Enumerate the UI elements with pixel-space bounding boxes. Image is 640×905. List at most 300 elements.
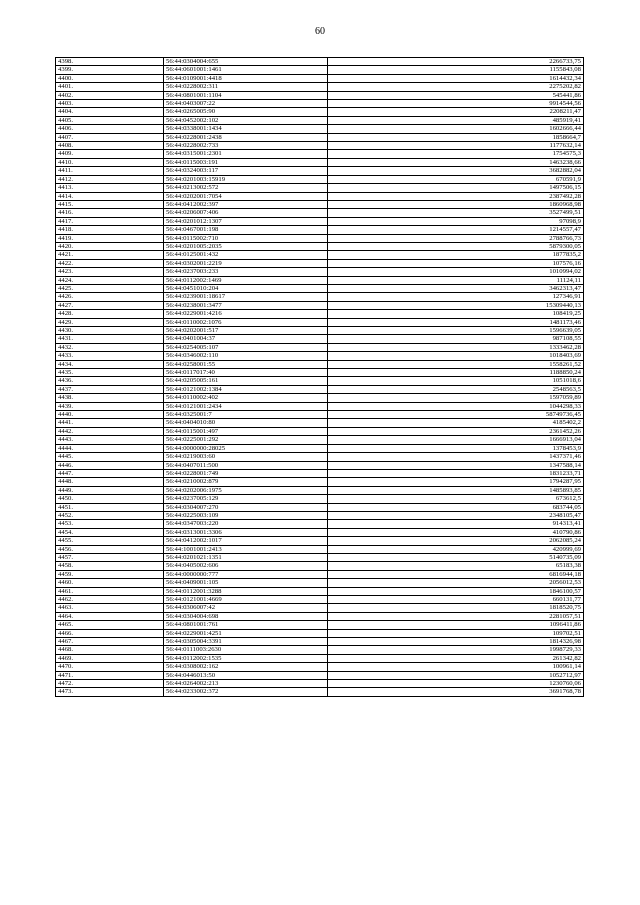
row-number-cell: 4413. xyxy=(56,184,164,192)
cadastral-number-cell: 56:44:0110002:1076 xyxy=(164,318,328,326)
table-row xyxy=(56,360,584,368)
cadastral-number-cell: 56:44:0405002:606 xyxy=(164,562,328,570)
row-number-cell: 4418. xyxy=(56,226,164,234)
table-row xyxy=(56,654,584,662)
table-row xyxy=(56,587,584,595)
row-number-cell: 4447. xyxy=(56,469,164,477)
cadastral-value-cell: 670591,9 xyxy=(328,175,584,183)
row-number-cell: 4399. xyxy=(56,66,164,74)
table-row xyxy=(56,377,584,385)
cadastral-number-cell: 56:44:0305004:3391 xyxy=(164,638,328,646)
row-number-cell: 4441. xyxy=(56,419,164,427)
cadastral-number-cell: 56:44:0308002:162 xyxy=(164,663,328,671)
cadastral-value-cell: 1044298,33 xyxy=(328,402,584,410)
cadastral-number-cell: 56:44:0225003:109 xyxy=(164,511,328,519)
cadastral-value-cell: 1177632,14 xyxy=(328,142,584,150)
cadastral-value-cell: 673612,5 xyxy=(328,495,584,503)
row-number-cell: 4438. xyxy=(56,394,164,402)
cadastral-number-cell: 56:44:0228002:311 xyxy=(164,83,328,91)
cadastral-value-cell: 15309440,13 xyxy=(328,301,584,309)
cadastral-number-cell: 56:44:0121001:2434 xyxy=(164,402,328,410)
row-number-cell: 4465. xyxy=(56,621,164,629)
cadastral-number-cell: 56:44:0265005:90 xyxy=(164,108,328,116)
row-number-cell: 4439. xyxy=(56,402,164,410)
row-number-cell: 4432. xyxy=(56,343,164,351)
table-row xyxy=(56,537,584,545)
cadastral-value-cell: 9914544,56 xyxy=(328,100,584,108)
cadastral-value-cell: 1998729,33 xyxy=(328,646,584,654)
row-number-cell: 4406. xyxy=(56,125,164,133)
cadastral-number-cell: 56:44:0112002:1469 xyxy=(164,276,328,284)
row-number-cell: 4459. xyxy=(56,570,164,578)
row-number-cell: 4440. xyxy=(56,411,164,419)
row-number-cell: 4423. xyxy=(56,268,164,276)
cadastral-number-cell: 56:44:0313001:3306 xyxy=(164,528,328,536)
cadastral-number-cell: 56:44:0112002:1535 xyxy=(164,654,328,662)
cadastral-number-cell: 56:44:0210002:879 xyxy=(164,478,328,486)
table-row xyxy=(56,125,584,133)
cadastral-value-cell: 1485893,85 xyxy=(328,486,584,494)
cadastral-number-cell: 56:44:0325001:7 xyxy=(164,411,328,419)
cadastral-number-cell: 56:44:0347003:220 xyxy=(164,520,328,528)
cadastral-number-cell: 56:44:0229001:4251 xyxy=(164,629,328,637)
cadastral-number-cell: 56:44:0112001:3288 xyxy=(164,587,328,595)
cadastral-number-cell: 56:44:0000000:777 xyxy=(164,570,328,578)
row-number-cell: 4417. xyxy=(56,217,164,225)
cadastral-number-cell: 56:44:0225001:292 xyxy=(164,436,328,444)
cadastral-number-cell: 56:44:0302001:2219 xyxy=(164,259,328,267)
cadastral-value-cell: 2281057,51 xyxy=(328,612,584,620)
row-number-cell: 4457. xyxy=(56,553,164,561)
row-number-cell: 4449. xyxy=(56,486,164,494)
row-number-cell: 4398. xyxy=(56,58,164,66)
cadastral-value-cell: 2348105,47 xyxy=(328,511,584,519)
cadastral-value-cell: 2062085,24 xyxy=(328,537,584,545)
row-number-cell: 4420. xyxy=(56,242,164,250)
table-row xyxy=(56,553,584,561)
cadastral-value-cell: 1333462,28 xyxy=(328,343,584,351)
cadastral-value-cell: 3527499,51 xyxy=(328,209,584,217)
table-row xyxy=(56,419,584,427)
row-number-cell: 4431. xyxy=(56,335,164,343)
table-row xyxy=(56,74,584,82)
table-row xyxy=(56,142,584,150)
registry-table xyxy=(55,57,584,697)
cadastral-value-cell: 1858664,7 xyxy=(328,133,584,141)
cadastral-number-cell: 56:44:0237003:233 xyxy=(164,268,328,276)
cadastral-value-cell: 5879300,05 xyxy=(328,242,584,250)
table-row xyxy=(56,268,584,276)
table-row xyxy=(56,327,584,335)
table-row xyxy=(56,209,584,217)
cadastral-value-cell: 914313,41 xyxy=(328,520,584,528)
row-number-cell: 4445. xyxy=(56,453,164,461)
row-number-cell: 4436. xyxy=(56,377,164,385)
cadastral-number-cell: 56:44:0446013:50 xyxy=(164,671,328,679)
row-number-cell: 4421. xyxy=(56,251,164,259)
row-number-cell: 4434. xyxy=(56,360,164,368)
cadastral-number-cell: 56:44:0254005:107 xyxy=(164,343,328,351)
cadastral-number-cell: 56:44:0258001:55 xyxy=(164,360,328,368)
cadastral-value-cell: 1794287,95 xyxy=(328,478,584,486)
cadastral-number-cell: 56:44:0238001:3477 xyxy=(164,301,328,309)
cadastral-number-cell: 56:44:0324003:117 xyxy=(164,167,328,175)
cadastral-value-cell: 108419,25 xyxy=(328,310,584,318)
table-row xyxy=(56,503,584,511)
cadastral-number-cell: 56:44:0304004:698 xyxy=(164,612,328,620)
cadastral-value-cell: 1463238,66 xyxy=(328,158,584,166)
cadastral-number-cell: 56:44:0407011:500 xyxy=(164,461,328,469)
cadastral-value-cell: 660131,77 xyxy=(328,596,584,604)
row-number-cell: 4462. xyxy=(56,596,164,604)
cadastral-value-cell: 2208211,47 xyxy=(328,108,584,116)
cadastral-value-cell: 127346,91 xyxy=(328,293,584,301)
table-row xyxy=(56,251,584,259)
row-number-cell: 4461. xyxy=(56,587,164,595)
row-number-cell: 4454. xyxy=(56,528,164,536)
table-row xyxy=(56,158,584,166)
cadastral-value-cell: 683744,05 xyxy=(328,503,584,511)
table-row xyxy=(56,91,584,99)
table-row xyxy=(56,369,584,377)
table-row xyxy=(56,284,584,292)
cadastral-number-cell: 56:44:0237005:129 xyxy=(164,495,328,503)
table-row xyxy=(56,192,584,200)
cadastral-value-cell: 1666913,04 xyxy=(328,436,584,444)
cadastral-number-cell: 56:44:0228001:2438 xyxy=(164,133,328,141)
cadastral-value-cell: 2361452,26 xyxy=(328,427,584,435)
cadastral-number-cell: 56:44:0452002:102 xyxy=(164,116,328,124)
row-number-cell: 4415. xyxy=(56,200,164,208)
table-row xyxy=(56,83,584,91)
row-number-cell: 4427. xyxy=(56,301,164,309)
cadastral-number-cell: 56:44:0206007:406 xyxy=(164,209,328,217)
row-number-cell: 4433. xyxy=(56,352,164,360)
row-number-cell: 4467. xyxy=(56,638,164,646)
table-row xyxy=(56,116,584,124)
cadastral-number-cell: 56:44:0202001:7054 xyxy=(164,192,328,200)
cadastral-value-cell: 1597059,89 xyxy=(328,394,584,402)
cadastral-number-cell: 56:44:0228001:749 xyxy=(164,469,328,477)
cadastral-number-cell: 56:44:0213002:572 xyxy=(164,184,328,192)
table-row xyxy=(56,663,584,671)
table-row xyxy=(56,444,584,452)
cadastral-number-cell: 56:44:0412002:397 xyxy=(164,200,328,208)
row-number-cell: 4419. xyxy=(56,234,164,242)
cadastral-number-cell: 56:44:0202001:517 xyxy=(164,327,328,335)
table-row xyxy=(56,234,584,242)
row-number-cell: 4435. xyxy=(56,369,164,377)
cadastral-value-cell: 1155843,08 xyxy=(328,66,584,74)
cadastral-number-cell: 56:44:0229001:4216 xyxy=(164,310,328,318)
row-number-cell: 4422. xyxy=(56,259,164,267)
cadastral-value-cell: 1754575,3 xyxy=(328,150,584,158)
cadastral-value-cell: 420999,69 xyxy=(328,545,584,553)
table-row xyxy=(56,58,584,66)
table-row xyxy=(56,495,584,503)
cadastral-value-cell: 1214557,47 xyxy=(328,226,584,234)
cadastral-value-cell: 2788766,73 xyxy=(328,234,584,242)
cadastral-number-cell: 56:44:0110002:402 xyxy=(164,394,328,402)
cadastral-value-cell: 58749736,45 xyxy=(328,411,584,419)
cadastral-value-cell: 97098,9 xyxy=(328,217,584,225)
cadastral-number-cell: 56:44:0205005:161 xyxy=(164,377,328,385)
row-number-cell: 4437. xyxy=(56,385,164,393)
cadastral-value-cell: 65183,38 xyxy=(328,562,584,570)
table-row xyxy=(56,385,584,393)
table-row xyxy=(56,150,584,158)
cadastral-value-cell: 1188850,24 xyxy=(328,369,584,377)
table-row xyxy=(56,604,584,612)
cadastral-value-cell: 261342,82 xyxy=(328,654,584,662)
cadastral-number-cell: 56:44:0404010:80 xyxy=(164,419,328,427)
cadastral-number-cell: 56:44:0201003:15919 xyxy=(164,175,328,183)
row-number-cell: 4448. xyxy=(56,478,164,486)
cadastral-number-cell: 56:44:0403007:22 xyxy=(164,100,328,108)
cadastral-number-cell: 56:44:0304007:270 xyxy=(164,503,328,511)
cadastral-value-cell: 1018403,69 xyxy=(328,352,584,360)
cadastral-number-cell: 56:44:0412002:1017 xyxy=(164,537,328,545)
cadastral-number-cell: 56:44:0219003:60 xyxy=(164,453,328,461)
table-row xyxy=(56,335,584,343)
table-row xyxy=(56,453,584,461)
table-row xyxy=(56,318,584,326)
cadastral-value-cell: 1437371,46 xyxy=(328,453,584,461)
row-number-cell: 4409. xyxy=(56,150,164,158)
table-row xyxy=(56,621,584,629)
cadastral-value-cell: 2387492,28 xyxy=(328,192,584,200)
cadastral-value-cell: 485919,41 xyxy=(328,116,584,124)
row-number-cell: 4401. xyxy=(56,83,164,91)
row-number-cell: 4472. xyxy=(56,680,164,688)
cadastral-value-cell: 1818520,75 xyxy=(328,604,584,612)
table-row xyxy=(56,528,584,536)
row-number-cell: 4453. xyxy=(56,520,164,528)
cadastral-value-cell: 2275202,82 xyxy=(328,83,584,91)
row-number-cell: 4429. xyxy=(56,318,164,326)
cadastral-value-cell: 1602666,44 xyxy=(328,125,584,133)
cadastral-value-cell: 1378453,9 xyxy=(328,444,584,452)
cadastral-value-cell: 2548563,5 xyxy=(328,385,584,393)
cadastral-value-cell: 1010994,02 xyxy=(328,268,584,276)
cadastral-value-cell: 545441,86 xyxy=(328,91,584,99)
row-number-cell: 4444. xyxy=(56,444,164,452)
cadastral-value-cell: 2266733,75 xyxy=(328,58,584,66)
cadastral-value-cell: 1831233,71 xyxy=(328,469,584,477)
table-row xyxy=(56,310,584,318)
table-row xyxy=(56,461,584,469)
table-row xyxy=(56,100,584,108)
cadastral-number-cell: 56:44:0121001:4669 xyxy=(164,596,328,604)
row-number-cell: 4426. xyxy=(56,293,164,301)
cadastral-number-cell: 56:44:0401004:37 xyxy=(164,335,328,343)
cadastral-number-cell: 56:44:1001001:2413 xyxy=(164,545,328,553)
table-row xyxy=(56,200,584,208)
cadastral-value-cell: 987108,55 xyxy=(328,335,584,343)
row-number-cell: 4469. xyxy=(56,654,164,662)
cadastral-number-cell: 56:44:0117017:40 xyxy=(164,369,328,377)
table-row xyxy=(56,217,584,225)
table-row xyxy=(56,167,584,175)
row-number-cell: 4408. xyxy=(56,142,164,150)
row-number-cell: 4460. xyxy=(56,579,164,587)
row-number-cell: 4411. xyxy=(56,167,164,175)
row-number-cell: 4464. xyxy=(56,612,164,620)
cadastral-value-cell: 1052712,97 xyxy=(328,671,584,679)
row-number-cell: 4455. xyxy=(56,537,164,545)
cadastral-value-cell: 5140735,09 xyxy=(328,553,584,561)
table-row xyxy=(56,688,584,696)
cadastral-number-cell: 56:44:0115003:191 xyxy=(164,158,328,166)
table-row xyxy=(56,646,584,654)
row-number-cell: 4424. xyxy=(56,276,164,284)
table-row xyxy=(56,242,584,250)
cadastral-value-cell: 6816944,18 xyxy=(328,570,584,578)
cadastral-value-cell: 100961,14 xyxy=(328,663,584,671)
cadastral-value-cell: 1860968,98 xyxy=(328,200,584,208)
cadastral-number-cell: 56:44:0201012:1307 xyxy=(164,217,328,225)
table-row xyxy=(56,596,584,604)
cadastral-number-cell: 56:44:0233002:372 xyxy=(164,688,328,696)
cadastral-value-cell: 2056012,53 xyxy=(328,579,584,587)
cadastral-value-cell: 1230760,06 xyxy=(328,680,584,688)
row-number-cell: 4407. xyxy=(56,133,164,141)
table-row xyxy=(56,427,584,435)
cadastral-number-cell: 56:44:0239001:18617 xyxy=(164,293,328,301)
row-number-cell: 4403. xyxy=(56,100,164,108)
cadastral-number-cell: 56:44:0000000:28025 xyxy=(164,444,328,452)
row-number-cell: 4404. xyxy=(56,108,164,116)
cadastral-value-cell: 1497506,15 xyxy=(328,184,584,192)
row-number-cell: 4428. xyxy=(56,310,164,318)
row-number-cell: 4405. xyxy=(56,116,164,124)
cadastral-value-cell: 4185402,2 xyxy=(328,419,584,427)
cadastral-value-cell: 1814326,98 xyxy=(328,638,584,646)
cadastral-value-cell: 107576,16 xyxy=(328,259,584,267)
row-number-cell: 4416. xyxy=(56,209,164,217)
cadastral-number-cell: 56:44:0201021:1351 xyxy=(164,553,328,561)
row-number-cell: 4471. xyxy=(56,671,164,679)
table-row xyxy=(56,570,584,578)
registry-table-body xyxy=(56,58,584,697)
table-row xyxy=(56,259,584,267)
row-number-cell: 4451. xyxy=(56,503,164,511)
table-row xyxy=(56,411,584,419)
page-number: 60 xyxy=(315,26,325,37)
cadastral-number-cell: 56:44:0801001:761 xyxy=(164,621,328,629)
cadastral-number-cell: 56:44:0467001:198 xyxy=(164,226,328,234)
table-row xyxy=(56,276,584,284)
table-row xyxy=(56,184,584,192)
table-row xyxy=(56,108,584,116)
table-row xyxy=(56,638,584,646)
cadastral-number-cell: 56:44:0125001:432 xyxy=(164,251,328,259)
cadastral-value-cell: 1558261,52 xyxy=(328,360,584,368)
cadastral-value-cell: 1051018,6 xyxy=(328,377,584,385)
row-number-cell: 4468. xyxy=(56,646,164,654)
cadastral-value-cell: 3462313,47 xyxy=(328,284,584,292)
row-number-cell: 4442. xyxy=(56,427,164,435)
row-number-cell: 4452. xyxy=(56,511,164,519)
table-row xyxy=(56,478,584,486)
table-row xyxy=(56,562,584,570)
row-number-cell: 4400. xyxy=(56,74,164,82)
cadastral-number-cell: 56:44:0451010:204 xyxy=(164,284,328,292)
cadastral-number-cell: 56:44:0346002:110 xyxy=(164,352,328,360)
cadastral-number-cell: 56:44:0115001:497 xyxy=(164,427,328,435)
cadastral-value-cell: 1347588,14 xyxy=(328,461,584,469)
table-row xyxy=(56,511,584,519)
row-number-cell: 4473. xyxy=(56,688,164,696)
row-number-cell: 4425. xyxy=(56,284,164,292)
table-row xyxy=(56,612,584,620)
row-number-cell: 4470. xyxy=(56,663,164,671)
table-row xyxy=(56,402,584,410)
table-row xyxy=(56,520,584,528)
cadastral-value-cell: 11124,11 xyxy=(328,276,584,284)
row-number-cell: 4458. xyxy=(56,562,164,570)
row-number-cell: 4414. xyxy=(56,192,164,200)
table-row xyxy=(56,394,584,402)
cadastral-number-cell: 56:44:0801001:1104 xyxy=(164,91,328,99)
cadastral-number-cell: 56:44:0315001:2301 xyxy=(164,150,328,158)
cadastral-number-cell: 56:44:0264002:213 xyxy=(164,680,328,688)
table-row xyxy=(56,680,584,688)
cadastral-value-cell: 1096411,86 xyxy=(328,621,584,629)
table-row xyxy=(56,469,584,477)
table-row xyxy=(56,629,584,637)
cadastral-number-cell: 56:44:0201005:2035 xyxy=(164,242,328,250)
row-number-cell: 4430. xyxy=(56,327,164,335)
row-number-cell: 4402. xyxy=(56,91,164,99)
row-number-cell: 4463. xyxy=(56,604,164,612)
cadastral-value-cell: 410790,86 xyxy=(328,528,584,536)
cadastral-number-cell: 56:44:0306007:42 xyxy=(164,604,328,612)
row-number-cell: 4446. xyxy=(56,461,164,469)
row-number-cell: 4466. xyxy=(56,629,164,637)
table-row xyxy=(56,175,584,183)
cadastral-value-cell: 1846100,57 xyxy=(328,587,584,595)
table-row xyxy=(56,671,584,679)
cadastral-number-cell: 56:44:0228002:733 xyxy=(164,142,328,150)
cadastral-number-cell: 56:44:0111003:2630 xyxy=(164,646,328,654)
row-number-cell: 4450. xyxy=(56,495,164,503)
row-number-cell: 4410. xyxy=(56,158,164,166)
table-row xyxy=(56,293,584,301)
cadastral-value-cell: 3682882,04 xyxy=(328,167,584,175)
cadastral-number-cell: 56:44:0115002:710 xyxy=(164,234,328,242)
cadastral-number-cell: 56:44:0601001:1461 xyxy=(164,66,328,74)
table-row xyxy=(56,301,584,309)
cadastral-number-cell: 56:44:0109001:4418 xyxy=(164,74,328,82)
cadastral-value-cell: 3691768,78 xyxy=(328,688,584,696)
cadastral-number-cell: 56:44:0338001:1434 xyxy=(164,125,328,133)
cadastral-value-cell: 1614432,34 xyxy=(328,74,584,82)
table-row xyxy=(56,545,584,553)
row-number-cell: 4412. xyxy=(56,175,164,183)
cadastral-number-cell: 56:44:0121002:1384 xyxy=(164,385,328,393)
cadastral-number-cell: 56:44:0304004:655 xyxy=(164,58,328,66)
table-row xyxy=(56,436,584,444)
table-row xyxy=(56,66,584,74)
row-number-cell: 4443. xyxy=(56,436,164,444)
table-row xyxy=(56,133,584,141)
table-row xyxy=(56,579,584,587)
cadastral-value-cell: 1481173,46 xyxy=(328,318,584,326)
cadastral-value-cell: 109702,51 xyxy=(328,629,584,637)
table-row xyxy=(56,343,584,351)
row-number-cell: 4456. xyxy=(56,545,164,553)
